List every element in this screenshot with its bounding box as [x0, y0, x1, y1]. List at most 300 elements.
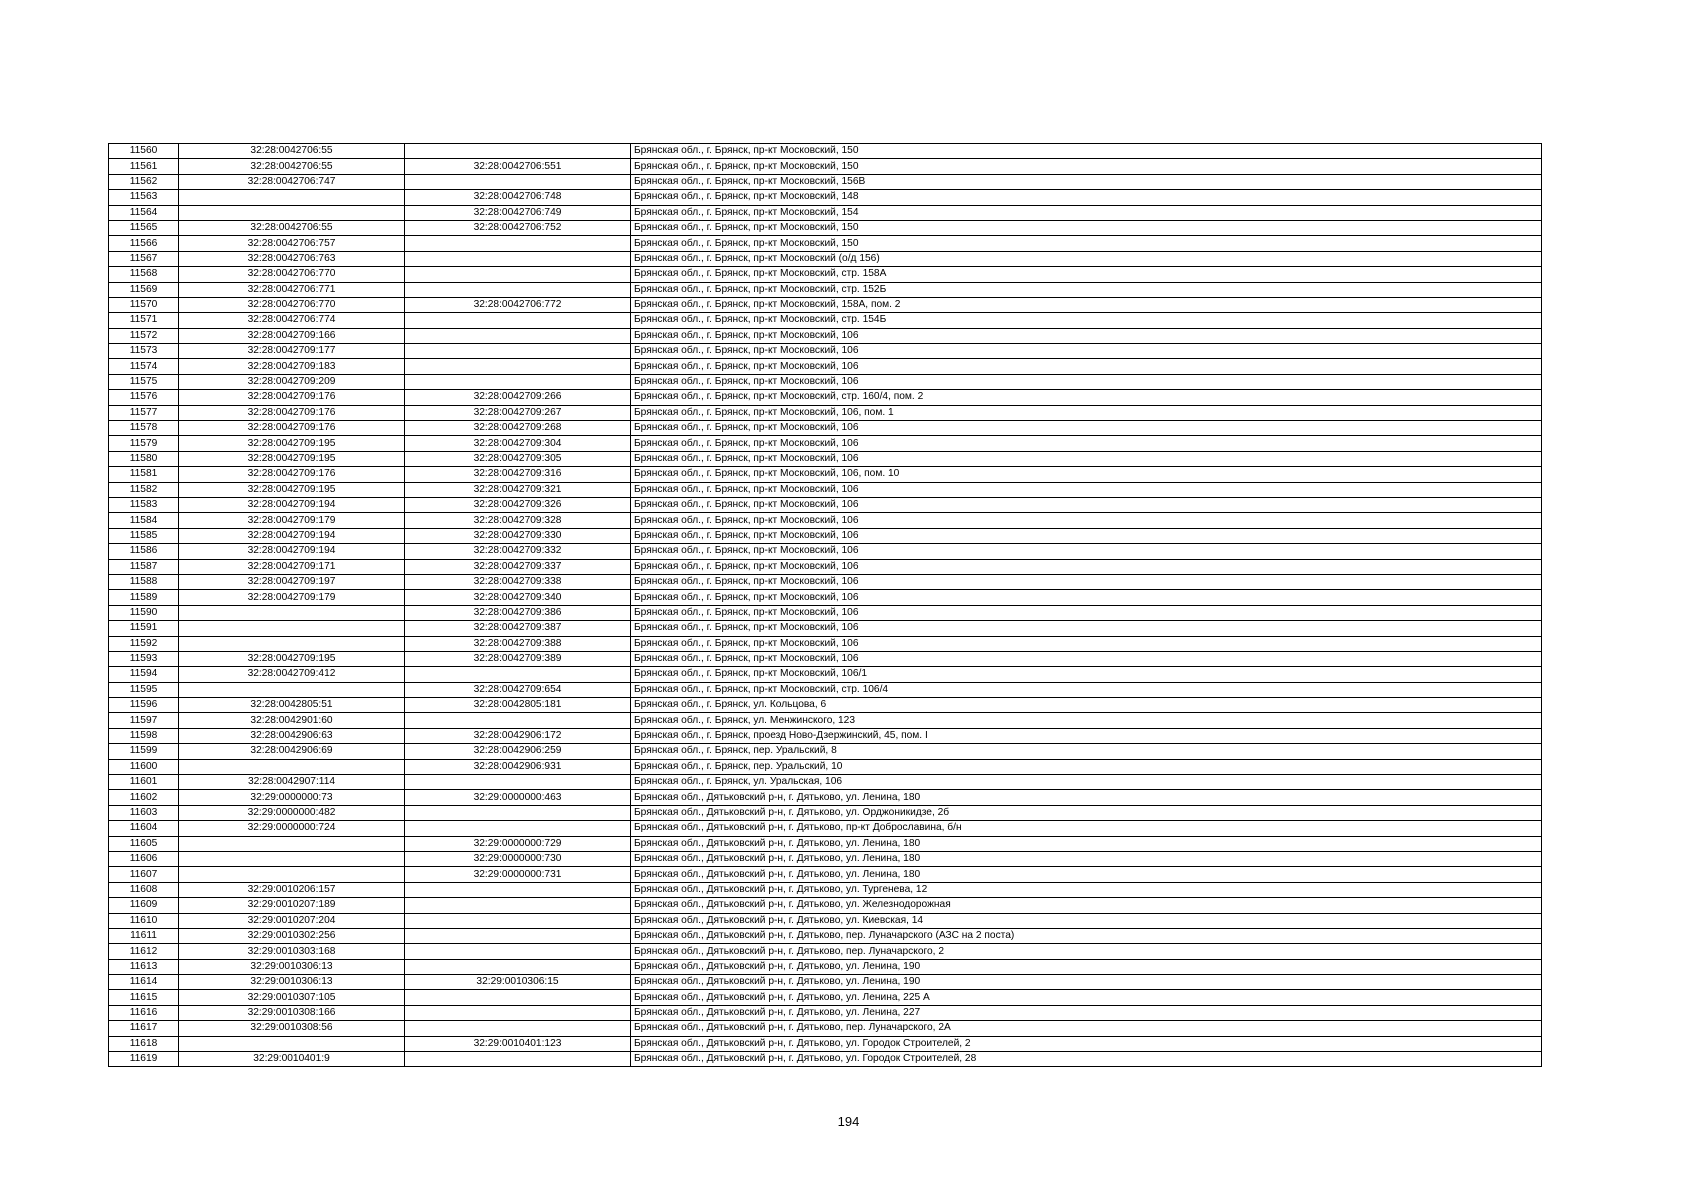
address-cell: Брянская обл., Дятьковский р-н, г. Дятьково, ул. Ленина, 190 [631, 975, 1542, 990]
row-number-cell: 11580 [109, 451, 179, 466]
table-row [109, 805, 1542, 820]
cadastral-number-cell: 32:28:0042706:770 [179, 297, 405, 312]
row-number-cell: 11605 [109, 836, 179, 851]
cadastral-number-cell: 32:28:0042706:757 [179, 236, 405, 251]
cadastral-number-cell [179, 682, 405, 697]
address-cell: Брянская обл., Дятьковский р-н, г. Дятьково, пер. Луначарского, 2 [631, 944, 1542, 959]
related-cadastral-number-cell [405, 882, 631, 897]
table-row [109, 205, 1542, 220]
cadastral-number-cell: 32:29:0000000:482 [179, 805, 405, 820]
address-cell: Брянская обл., г. Брянск, ул. Кольцова, 6 [631, 698, 1542, 713]
cadastral-number-cell: 32:28:0042709:194 [179, 528, 405, 543]
table-row [109, 267, 1542, 282]
cadastral-number-cell: 32:28:0042709:177 [179, 344, 405, 359]
related-cadastral-number-cell: 32:29:0000000:729 [405, 836, 631, 851]
address-cell: Брянская обл., г. Брянск, пер. Уральский, 8 [631, 744, 1542, 759]
address-cell: Брянская обл., г. Брянск, пр-кт Московский, 106 [631, 559, 1542, 574]
address-cell: Брянская обл., г. Брянск, пр-кт Московский, 106 [631, 513, 1542, 528]
address-cell: Брянская обл., Дятьковский р-н, г. Дятьково, ул. Ленина, 180 [631, 851, 1542, 866]
address-cell: Брянская обл., Дятьковский р-н, г. Дятьково, ул. Городок Строителей, 28 [631, 1052, 1542, 1067]
table-row [109, 190, 1542, 205]
address-cell: Брянская обл., г. Брянск, пр-кт Московский, 106/1 [631, 667, 1542, 682]
cadastral-number-cell [179, 636, 405, 651]
table-row [109, 1036, 1542, 1051]
cadastral-number-cell: 32:29:0000000:73 [179, 790, 405, 805]
related-cadastral-number-cell: 32:28:0042706:748 [405, 190, 631, 205]
table-row [109, 559, 1542, 574]
address-cell: Брянская обл., г. Брянск, пр-кт Московский, 106 [631, 544, 1542, 559]
cadastral-number-cell: 32:28:0042709:195 [179, 451, 405, 466]
table-row [109, 220, 1542, 235]
row-number-cell: 11565 [109, 220, 179, 235]
row-number-cell: 11589 [109, 590, 179, 605]
address-cell: Брянская обл., г. Брянск, пр-кт Московский, 156В [631, 174, 1542, 189]
table-row [109, 636, 1542, 651]
table-row [109, 313, 1542, 328]
address-cell: Брянская обл., Дятьковский р-н, г. Дятьково, ул. Городок Строителей, 2 [631, 1036, 1542, 1051]
address-cell: Брянская обл., г. Брянск, пр-кт Московский, 106 [631, 574, 1542, 589]
related-cadastral-number-cell: 32:28:0042709:387 [405, 621, 631, 636]
related-cadastral-number-cell: 32:29:0000000:463 [405, 790, 631, 805]
row-number-cell: 11599 [109, 744, 179, 759]
related-cadastral-number-cell: 32:28:0042706:752 [405, 220, 631, 235]
row-number-cell: 11598 [109, 728, 179, 743]
address-cell: Брянская обл., г. Брянск, пр-кт Московский, 154 [631, 205, 1542, 220]
related-cadastral-number-cell [405, 359, 631, 374]
address-cell: Брянская обл., г. Брянск, пр-кт Московский, стр. 158А [631, 267, 1542, 282]
table-row [109, 1052, 1542, 1067]
row-number-cell: 11569 [109, 282, 179, 297]
row-number-cell: 11603 [109, 805, 179, 820]
cadastral-number-cell [179, 867, 405, 882]
row-number-cell: 11600 [109, 759, 179, 774]
address-cell: Брянская обл., г. Брянск, пр-кт Московский, 148 [631, 190, 1542, 205]
cadastral-number-cell: 32:28:0042709:195 [179, 482, 405, 497]
table-row [109, 574, 1542, 589]
related-cadastral-number-cell: 32:28:0042709:268 [405, 421, 631, 436]
cadastral-number-cell: 32:28:0042709:195 [179, 651, 405, 666]
address-cell: Брянская обл., г. Брянск, пр-кт Московский, 106 [631, 621, 1542, 636]
cadastral-number-cell: 32:28:0042709:197 [179, 574, 405, 589]
cadastral-number-cell: 32:29:0000000:724 [179, 821, 405, 836]
row-number-cell: 11614 [109, 975, 179, 990]
cadastral-number-cell: 32:28:0042709:176 [179, 421, 405, 436]
row-number-cell: 11572 [109, 328, 179, 343]
address-cell: Брянская обл., Дятьковский р-н, г. Дятьково, ул. Ленина, 190 [631, 959, 1542, 974]
address-cell: Брянская обл., г. Брянск, ул. Менжинского, 123 [631, 713, 1542, 728]
cadastral-number-cell [179, 836, 405, 851]
address-cell: Брянская обл., г. Брянск, пр-кт Московский, стр. 154Б [631, 313, 1542, 328]
address-cell: Брянская обл., г. Брянск, пр-кт Московский, 106, пом. 1 [631, 405, 1542, 420]
address-cell: Брянская обл., г. Брянск, пр-кт Московский, 106 [631, 605, 1542, 620]
related-cadastral-number-cell [405, 328, 631, 343]
row-number-cell: 11562 [109, 174, 179, 189]
cadastral-number-cell: 32:28:0042709:194 [179, 544, 405, 559]
row-number-cell: 11610 [109, 913, 179, 928]
table-row [109, 898, 1542, 913]
table-row [109, 174, 1542, 189]
address-cell: Брянская обл., г. Брянск, пр-кт Московский, стр. 160/4, пом. 2 [631, 390, 1542, 405]
table-row [109, 605, 1542, 620]
cadastral-number-cell: 32:28:0042709:209 [179, 374, 405, 389]
related-cadastral-number-cell: 32:28:0042709:326 [405, 497, 631, 512]
cadastral-number-cell: 32:28:0042901:60 [179, 713, 405, 728]
related-cadastral-number-cell [405, 821, 631, 836]
address-cell: Брянская обл., Дятьковский р-н, г. Дятьково, ул. Ленина, 180 [631, 790, 1542, 805]
table-row [109, 405, 1542, 420]
table-row [109, 436, 1542, 451]
table-row [109, 990, 1542, 1005]
row-number-cell: 11615 [109, 990, 179, 1005]
cadastral-number-cell: 32:28:0042706:770 [179, 267, 405, 282]
related-cadastral-number-cell: 32:28:0042709:330 [405, 528, 631, 543]
related-cadastral-number-cell [405, 144, 631, 159]
related-cadastral-number-cell: 32:28:0042709:332 [405, 544, 631, 559]
cadastral-number-cell: 32:29:0010401:9 [179, 1052, 405, 1067]
address-cell: Брянская обл., г. Брянск, пр-кт Московский, 150 [631, 144, 1542, 159]
page-number: 194 [837, 1114, 860, 1129]
related-cadastral-number-cell [405, 990, 631, 1005]
table-row [109, 744, 1542, 759]
row-number-cell: 11608 [109, 882, 179, 897]
row-number-cell: 11573 [109, 344, 179, 359]
cadastral-number-cell: 32:28:0042709:176 [179, 390, 405, 405]
cadastral-number-cell: 32:28:0042709:166 [179, 328, 405, 343]
row-number-cell: 11593 [109, 651, 179, 666]
row-number-cell: 11583 [109, 497, 179, 512]
cadastral-number-cell [179, 759, 405, 774]
cadastral-number-cell: 32:28:0042706:55 [179, 144, 405, 159]
table-row [109, 851, 1542, 866]
cadastral-number-cell: 32:28:0042709:194 [179, 497, 405, 512]
table-row [109, 621, 1542, 636]
related-cadastral-number-cell: 32:28:0042709:266 [405, 390, 631, 405]
related-cadastral-number-cell [405, 313, 631, 328]
related-cadastral-number-cell: 32:28:0042709:328 [405, 513, 631, 528]
cadastral-number-cell: 32:29:0010308:56 [179, 1021, 405, 1036]
related-cadastral-number-cell [405, 959, 631, 974]
cadastral-number-cell: 32:28:0042709:176 [179, 467, 405, 482]
table-row [109, 374, 1542, 389]
address-cell: Брянская обл., Дятьковский р-н, г. Дятьково, пер. Луначарского, 2А [631, 1021, 1542, 1036]
related-cadastral-number-cell [405, 267, 631, 282]
row-number-cell: 11592 [109, 636, 179, 651]
related-cadastral-number-cell [405, 174, 631, 189]
cadastral-number-cell: 32:28:0042906:63 [179, 728, 405, 743]
related-cadastral-number-cell [405, 667, 631, 682]
row-number-cell: 11585 [109, 528, 179, 543]
cadastral-number-cell: 32:28:0042709:171 [179, 559, 405, 574]
related-cadastral-number-cell: 32:29:0010306:15 [405, 975, 631, 990]
related-cadastral-number-cell: 32:28:0042709:305 [405, 451, 631, 466]
row-number-cell: 11613 [109, 959, 179, 974]
cadastral-number-cell: 32:28:0042706:771 [179, 282, 405, 297]
table-row [109, 1005, 1542, 1020]
table-row [109, 944, 1542, 959]
register-table [108, 143, 1542, 1067]
address-cell: Брянская обл., г. Брянск, пр-кт Московский, стр. 152Б [631, 282, 1542, 297]
register-table-body [109, 144, 1542, 1067]
address-cell: Брянская обл., г. Брянск, проезд Ново-Дзержинский, 45, пом. I [631, 728, 1542, 743]
row-number-cell: 11616 [109, 1005, 179, 1020]
related-cadastral-number-cell: 32:28:0042709:654 [405, 682, 631, 697]
row-number-cell: 11574 [109, 359, 179, 374]
table-row [109, 651, 1542, 666]
table-row [109, 467, 1542, 482]
cadastral-number-cell: 32:28:0042706:747 [179, 174, 405, 189]
related-cadastral-number-cell [405, 374, 631, 389]
address-cell: Брянская обл., г. Брянск, пер. Уральский, 10 [631, 759, 1542, 774]
row-number-cell: 11606 [109, 851, 179, 866]
cadastral-number-cell [179, 605, 405, 620]
table-row [109, 836, 1542, 851]
related-cadastral-number-cell: 32:28:0042706:749 [405, 205, 631, 220]
address-cell: Брянская обл., Дятьковский р-н, г. Дятьково, ул. Киевская, 14 [631, 913, 1542, 928]
cadastral-number-cell [179, 190, 405, 205]
row-number-cell: 11596 [109, 698, 179, 713]
cadastral-number-cell: 32:28:0042706:774 [179, 313, 405, 328]
table-row [109, 359, 1542, 374]
row-number-cell: 11594 [109, 667, 179, 682]
address-cell: Брянская обл., г. Брянск, пр-кт Московский, 106 [631, 590, 1542, 605]
row-number-cell: 11609 [109, 898, 179, 913]
related-cadastral-number-cell: 32:28:0042709:316 [405, 467, 631, 482]
row-number-cell: 11584 [109, 513, 179, 528]
address-cell: Брянская обл., г. Брянск, пр-кт Московский, 106 [631, 436, 1542, 451]
row-number-cell: 11597 [109, 713, 179, 728]
row-number-cell: 11566 [109, 236, 179, 251]
address-cell: Брянская обл., г. Брянск, пр-кт Московский, 106, пом. 10 [631, 467, 1542, 482]
related-cadastral-number-cell: 32:28:0042906:259 [405, 744, 631, 759]
row-number-cell: 11561 [109, 159, 179, 174]
address-cell: Брянская обл., г. Брянск, пр-кт Московский, 150 [631, 220, 1542, 235]
table-row [109, 159, 1542, 174]
table-row [109, 297, 1542, 312]
table-row [109, 282, 1542, 297]
cadastral-number-cell: 32:28:0042709:179 [179, 513, 405, 528]
row-number-cell: 11591 [109, 621, 179, 636]
cadastral-number-cell: 32:29:0010307:105 [179, 990, 405, 1005]
related-cadastral-number-cell: 32:28:0042709:304 [405, 436, 631, 451]
address-cell: Брянская обл., г. Брянск, пр-кт Московский, 106 [631, 497, 1542, 512]
address-cell: Брянская обл., Дятьковский р-н, г. Дятьково, пр-кт Доброславина, б/н [631, 821, 1542, 836]
table-row [109, 497, 1542, 512]
related-cadastral-number-cell [405, 282, 631, 297]
related-cadastral-number-cell [405, 1052, 631, 1067]
address-cell: Брянская обл., г. Брянск, пр-кт Московский, 106 [631, 328, 1542, 343]
related-cadastral-number-cell: 32:28:0042709:337 [405, 559, 631, 574]
row-number-cell: 11590 [109, 605, 179, 620]
cadastral-number-cell: 32:28:0042709:195 [179, 436, 405, 451]
cadastral-number-cell: 32:29:0010302:256 [179, 928, 405, 943]
cadastral-number-cell: 32:28:0042709:179 [179, 590, 405, 605]
table-row [109, 682, 1542, 697]
table-row [109, 451, 1542, 466]
related-cadastral-number-cell [405, 944, 631, 959]
table-row [109, 513, 1542, 528]
address-cell: Брянская обл., г. Брянск, пр-кт Московский, 106 [631, 636, 1542, 651]
cadastral-number-cell: 32:29:0010207:189 [179, 898, 405, 913]
address-cell: Брянская обл., Дятьковский р-н, г. Дятьково, ул. Тургенева, 12 [631, 882, 1542, 897]
cadastral-number-cell: 32:29:0010207:204 [179, 913, 405, 928]
cadastral-number-cell: 32:28:0042706:763 [179, 251, 405, 266]
table-row [109, 867, 1542, 882]
table-row [109, 144, 1542, 159]
row-number-cell: 11619 [109, 1052, 179, 1067]
related-cadastral-number-cell: 32:28:0042709:388 [405, 636, 631, 651]
address-cell: Брянская обл., г. Брянск, пр-кт Московский, 106 [631, 344, 1542, 359]
related-cadastral-number-cell [405, 775, 631, 790]
address-cell: Брянская обл., г. Брянск, пр-кт Московский, 106 [631, 451, 1542, 466]
row-number-cell: 11576 [109, 390, 179, 405]
table-row [109, 928, 1542, 943]
address-cell: Брянская обл., г. Брянск, пр-кт Московский (о/д 156) [631, 251, 1542, 266]
cadastral-number-cell: 32:28:0042906:69 [179, 744, 405, 759]
row-number-cell: 11618 [109, 1036, 179, 1051]
row-number-cell: 11571 [109, 313, 179, 328]
row-number-cell: 11563 [109, 190, 179, 205]
cadastral-number-cell: 32:28:0042709:176 [179, 405, 405, 420]
cadastral-number-cell: 32:28:0042907:114 [179, 775, 405, 790]
cadastral-number-cell [179, 205, 405, 220]
cadastral-number-cell: 32:29:0010306:13 [179, 975, 405, 990]
address-cell: Брянская обл., Дятьковский р-н, г. Дятьково, ул. Железнодорожная [631, 898, 1542, 913]
related-cadastral-number-cell [405, 251, 631, 266]
related-cadastral-number-cell [405, 898, 631, 913]
table-row [109, 713, 1542, 728]
related-cadastral-number-cell [405, 928, 631, 943]
related-cadastral-number-cell: 32:28:0042709:321 [405, 482, 631, 497]
table-row [109, 328, 1542, 343]
row-number-cell: 11586 [109, 544, 179, 559]
cadastral-number-cell: 32:29:0010206:157 [179, 882, 405, 897]
table-row [109, 482, 1542, 497]
cadastral-number-cell [179, 1036, 405, 1051]
row-number-cell: 11595 [109, 682, 179, 697]
table-row [109, 975, 1542, 990]
cadastral-number-cell: 32:28:0042709:412 [179, 667, 405, 682]
address-cell: Брянская обл., г. Брянск, пр-кт Московский, 158А, пом. 2 [631, 297, 1542, 312]
row-number-cell: 11578 [109, 421, 179, 436]
row-number-cell: 11568 [109, 267, 179, 282]
cadastral-number-cell [179, 851, 405, 866]
related-cadastral-number-cell: 32:28:0042906:172 [405, 728, 631, 743]
row-number-cell: 11617 [109, 1021, 179, 1036]
row-number-cell: 11602 [109, 790, 179, 805]
table-row [109, 821, 1542, 836]
address-cell: Брянская обл., Дятьковский р-н, г. Дятьково, пер. Луначарского (АЗС на 2 поста) [631, 928, 1542, 943]
address-cell: Брянская обл., Дятьковский р-н, г. Дятьково, ул. Орджоникидзе, 2б [631, 805, 1542, 820]
table-row [109, 1021, 1542, 1036]
table-row [109, 882, 1542, 897]
address-cell: Брянская обл., г. Брянск, пр-кт Московский, 106 [631, 528, 1542, 543]
row-number-cell: 11588 [109, 574, 179, 589]
row-number-cell: 11604 [109, 821, 179, 836]
address-cell: Брянская обл., г. Брянск, пр-кт Московский, стр. 106/4 [631, 682, 1542, 697]
related-cadastral-number-cell: 32:28:0042709:340 [405, 590, 631, 605]
row-number-cell: 11612 [109, 944, 179, 959]
related-cadastral-number-cell [405, 1005, 631, 1020]
address-cell: Брянская обл., г. Брянск, пр-кт Московский, 106 [631, 374, 1542, 389]
row-number-cell: 11577 [109, 405, 179, 420]
related-cadastral-number-cell [405, 805, 631, 820]
address-cell: Брянская обл., Дятьковский р-н, г. Дятьково, ул. Ленина, 180 [631, 867, 1542, 882]
related-cadastral-number-cell: 32:28:0042706:551 [405, 159, 631, 174]
related-cadastral-number-cell [405, 1021, 631, 1036]
related-cadastral-number-cell [405, 913, 631, 928]
row-number-cell: 11575 [109, 374, 179, 389]
row-number-cell: 11564 [109, 205, 179, 220]
table-row [109, 236, 1542, 251]
related-cadastral-number-cell: 32:29:0000000:730 [405, 851, 631, 866]
table-row [109, 528, 1542, 543]
row-number-cell: 11587 [109, 559, 179, 574]
related-cadastral-number-cell: 32:29:0000000:731 [405, 867, 631, 882]
row-number-cell: 11601 [109, 775, 179, 790]
cadastral-number-cell: 32:28:0042709:183 [179, 359, 405, 374]
row-number-cell: 11611 [109, 928, 179, 943]
table-row [109, 775, 1542, 790]
related-cadastral-number-cell: 32:29:0010401:123 [405, 1036, 631, 1051]
related-cadastral-number-cell: 32:28:0042906:931 [405, 759, 631, 774]
table-row [109, 421, 1542, 436]
cadastral-number-cell: 32:28:0042805:51 [179, 698, 405, 713]
related-cadastral-number-cell: 32:28:0042805:181 [405, 698, 631, 713]
cadastral-number-cell: 32:28:0042706:55 [179, 159, 405, 174]
address-cell: Брянская обл., г. Брянск, пр-кт Московский, 106 [631, 651, 1542, 666]
table-row [109, 251, 1542, 266]
address-cell: Брянская обл., г. Брянск, пр-кт Московский, 106 [631, 482, 1542, 497]
address-cell: Брянская обл., Дятьковский р-н, г. Дятьково, ул. Ленина, 225 А [631, 990, 1542, 1005]
address-cell: Брянская обл., г. Брянск, пр-кт Московский, 150 [631, 159, 1542, 174]
table-row [109, 728, 1542, 743]
table-row [109, 667, 1542, 682]
related-cadastral-number-cell: 32:28:0042709:386 [405, 605, 631, 620]
cadastral-number-cell: 32:29:0010303:168 [179, 944, 405, 959]
row-number-cell: 11607 [109, 867, 179, 882]
cadastral-number-cell [179, 621, 405, 636]
row-number-cell: 11570 [109, 297, 179, 312]
address-cell: Брянская обл., Дятьковский р-н, г. Дятьково, ул. Ленина, 180 [631, 836, 1542, 851]
table-row [109, 590, 1542, 605]
table-row [109, 544, 1542, 559]
row-number-cell: 11582 [109, 482, 179, 497]
table-row [109, 390, 1542, 405]
table-row [109, 790, 1542, 805]
row-number-cell: 11560 [109, 144, 179, 159]
row-number-cell: 11567 [109, 251, 179, 266]
table-row [109, 959, 1542, 974]
address-cell: Брянская обл., г. Брянск, пр-кт Московский, 150 [631, 236, 1542, 251]
cadastral-number-cell: 32:29:0010308:166 [179, 1005, 405, 1020]
cadastral-number-cell: 32:28:0042706:55 [179, 220, 405, 235]
table-row [109, 759, 1542, 774]
related-cadastral-number-cell [405, 344, 631, 359]
row-number-cell: 11581 [109, 467, 179, 482]
address-cell: Брянская обл., г. Брянск, пр-кт Московский, 106 [631, 421, 1542, 436]
address-cell: Брянская обл., Дятьковский р-н, г. Дятьково, ул. Ленина, 227 [631, 1005, 1542, 1020]
related-cadastral-number-cell: 32:28:0042709:267 [405, 405, 631, 420]
related-cadastral-number-cell [405, 713, 631, 728]
related-cadastral-number-cell: 32:28:0042706:772 [405, 297, 631, 312]
related-cadastral-number-cell [405, 236, 631, 251]
address-cell: Брянская обл., г. Брянск, пр-кт Московский, 106 [631, 359, 1542, 374]
table-row [109, 344, 1542, 359]
table-row [109, 698, 1542, 713]
table-row [109, 913, 1542, 928]
related-cadastral-number-cell: 32:28:0042709:338 [405, 574, 631, 589]
address-cell: Брянская обл., г. Брянск, ул. Уральская, 106 [631, 775, 1542, 790]
